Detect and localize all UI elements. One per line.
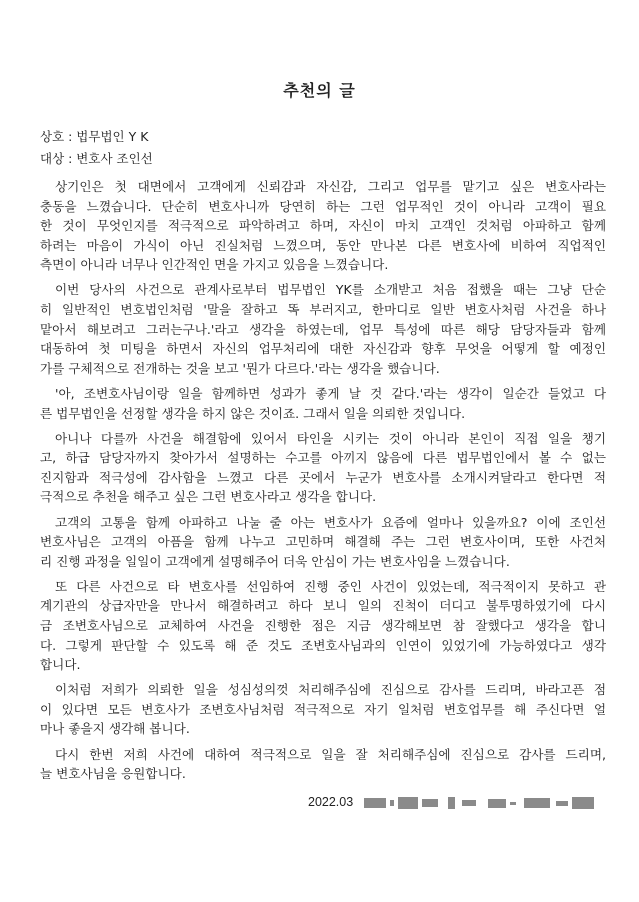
letter-line: 다시 한번 저희 사건에 대하여 적극적으로 일을 잘 처리해주심에 진심으로 감사를 드리며, xyxy=(55,746,606,762)
letter-line: 늘 변호사님을 응원합니다. xyxy=(40,766,186,782)
letter-line: 합니다. xyxy=(40,657,81,673)
letter-line: 또 다른 사건으로 타 변호사를 선임하여 진행 중인 사건이 있었는데, 적극적이지 못하고 관 xyxy=(55,578,606,594)
letter-line: 마나 좋을지 생각해 봅니다. xyxy=(40,721,190,737)
letter-line: 맡아서 해보려고 그러는구나.'라고 생각을 하였는데, 업무 특성에 따른 해당 담당자들과 함께 xyxy=(40,321,606,337)
letter-line: 이처럼 저희가 의뢰한 일을 성심성의껏 처리해주심에 진심으로 감사를 드리며, 바라고픈 점 xyxy=(55,682,606,698)
letter-line: 충동을 느꼈습니다. 단순히 변호사니까 당연히 하는 그런 업무적인 것이 아니라 고객이 필요 xyxy=(40,198,606,214)
letter-line: 고, 하급 담당자까지 찾아가서 설명하는 수고를 아끼지 않음에 다른 법무법인에서 볼 수 없는 xyxy=(40,450,606,466)
target-line: 대상 : 변호사 조인선 xyxy=(40,151,153,166)
letter-line: 변호사님은 고객의 아픔을 함께 나누고 고민하며 해결해 주는 그런 변호사이며, 또한 사건처 xyxy=(40,534,606,550)
letter-line: 히 일반적인 변호법인처럼 '말을 잘하고 똑 부러지고, 한마디로 일반 변호사처럼 사건을 하나 xyxy=(40,302,606,318)
document-title: 추천의 글 xyxy=(283,81,356,100)
signature-date: 2022.03 xyxy=(308,795,354,809)
letter-body xyxy=(40,177,606,784)
letter-line: 하려는 마음이 가식이 아닌 진실처럼 느꼈으며, 동안 만나본 다른 변호사에 비하여 직업적인 xyxy=(40,237,606,253)
letter-line: 다. 그렇게 판단할 수 있도록 해 준 것도 조변호사님과의 인연이 있었기에 가능하였다고 생각 xyxy=(40,637,606,653)
letter-line: 극적으로 추천을 해주고 싶은 그런 변호사라고 생각을 합니다. xyxy=(40,489,377,505)
letter-line: 상기인은 첫 대면에서 고객에게 신뢰감과 자신감, 그리고 업무를 맡기고 싶은 변호사라는 xyxy=(55,179,606,194)
letter-line: 한 것이 무엇인지를 적극적으로 파악하려고 하며, 자신이 마치 고객인 것처럼 아파하고 함께 xyxy=(40,218,606,234)
letter-line: 이 있다면 모든 변호사가 조변호사님처럼 적극적으로 자기 일처럼 변호업무를 해 주신다면 얼 xyxy=(40,701,606,717)
redacted-signature xyxy=(364,795,604,811)
letter-line: 리 진행 과정을 일일이 고객에게 설명해주어 더욱 안심이 가는 변호사임을 느꼈습니다. xyxy=(40,553,510,569)
letter-line: 계기관의 상급자만을 만나서 해결하려고 하다 보니 일의 진척이 더디고 불투명하였기에 다시 xyxy=(40,598,606,614)
letter-line: 가를 구체적으로 전개하는 것을 보고 '뭔가 다르다.'라는 생각을 했습니다. xyxy=(40,360,440,376)
letter-line: 른 법무법인을 선정할 생각을 하지 않은 것이죠. 그래서 일을 의뢰한 것입니다. xyxy=(40,405,466,421)
letter-line: 측면이 아니라 너무나 인간적인 면을 가지고 있음을 느꼈습니다. xyxy=(40,257,389,273)
letter-line: 이번 당사의 사건으로 관계사로부터 법무법인 YK를 소개받고 처음 접했을 때는 그냥 단순 xyxy=(55,282,606,298)
letter-line: 고객의 고통을 함께 아파하고 나눌 줄 아는 변호사가 요즘에 얼마나 있을까요? 이에 조인선 xyxy=(55,514,606,530)
letter-line: 금 조변호사님으로 교체하여 사건을 진행한 점은 지금 생각해보면 참 잘했다고 생각을 합니 xyxy=(40,617,606,633)
letter-line: 진지함과 적극성에 감사함을 느꼈고 다른 곳에서 누군가 변호사를 소개시켜달라고 한다면 적 xyxy=(40,469,606,485)
letter-line: 대동하여 첫 미팅을 하면서 자신의 업무처리에 대한 자신감과 향후 무엇을 어떻게 할 예정인 xyxy=(40,341,606,357)
company-line: 상호 : 법무법인 Y K xyxy=(40,129,149,144)
letter-line: 아니나 다를까 사건을 해결함에 있어서 타인을 시키는 것이 아니라 본인이 직접 일을 챙기 xyxy=(55,430,606,446)
letter-line: '아, 조변호사님이랑 일을 함께하면 성과가 좋게 날 것 같다.'라는 생각이 일순간 들었고 다 xyxy=(55,385,606,401)
